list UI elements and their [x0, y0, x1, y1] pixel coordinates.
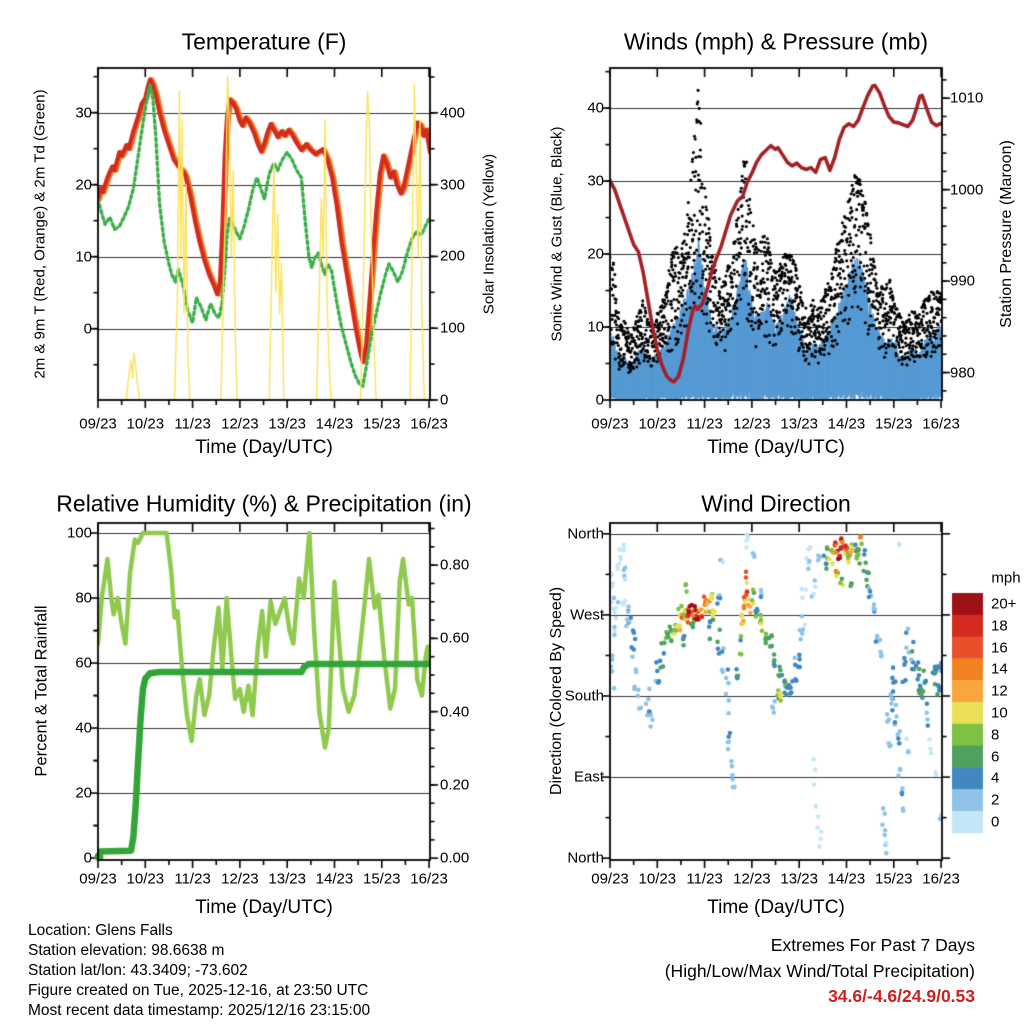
x-tick-label: 14/23	[315, 870, 354, 888]
humidity-ylabel-left: Percent & Total Rainfall	[32, 605, 51, 777]
x-tick-label: 13/23	[268, 415, 306, 433]
y2-tick-label: 400	[440, 104, 466, 122]
colorbar-tick-label: 0	[991, 813, 1000, 831]
colorbar-tick-label: 2	[991, 791, 1000, 809]
y-tick-label: 30	[75, 104, 92, 122]
direction-tick-label: East	[573, 768, 604, 786]
x-tick-label: 11/23	[174, 415, 211, 433]
y-tick-label: 10	[75, 248, 92, 266]
humidity-precip-chart-title: Relative Humidity (%) & Precipitation (in)	[56, 490, 472, 517]
y2-tick-label: 0.60	[440, 629, 470, 647]
y-tick-label: 0	[83, 849, 92, 867]
y2-tick-label: 1000	[950, 181, 984, 199]
station-info-footer	[28, 921, 370, 1021]
x-tick-label: 14/23	[827, 415, 866, 433]
x-tick-label: 13/23	[780, 870, 818, 888]
y-tick-label: 100	[66, 524, 92, 542]
y-tick-label: 30	[587, 172, 604, 190]
colorbar-tick-label: 6	[991, 748, 1000, 765]
x-tick-label: 13/23	[780, 415, 818, 433]
x-tick-label: 15/23	[362, 415, 401, 433]
x-tick-label: 14/23	[315, 415, 354, 433]
y2-tick-label: 0	[440, 391, 449, 409]
y-tick-label: 40	[75, 719, 92, 737]
x-tick-label: 09/23	[79, 415, 117, 433]
winds-ylabel-left: Sonic Wind & Gust (Blue, Black)	[548, 126, 566, 342]
y-tick-label: 20	[75, 176, 92, 194]
y2-tick-label: 0.40	[440, 703, 470, 721]
y2-tick-label: 980	[950, 364, 976, 382]
x-tick-label: 09/23	[79, 870, 117, 888]
winds-ylabel-right: Station Pressure (Maroon)	[998, 140, 1015, 328]
data-timestamp: Most recent data timestamp: 2025/12/16 23:15:00	[28, 1001, 371, 1019]
humidity-xlabel: Time (Day/UTC)	[195, 897, 333, 918]
y2-tick-label: 100	[440, 319, 466, 337]
y2-tick-label: 200	[440, 247, 466, 265]
colorbar-tick-label: 8	[991, 726, 1000, 744]
station-location: Location: Glens Falls	[28, 922, 173, 939]
y-tick-label: 20	[587, 245, 604, 263]
colorbar-tick-label: 16	[991, 639, 1008, 656]
x-tick-label: 16/23	[410, 415, 448, 433]
x-tick-label: 15/23	[874, 415, 913, 433]
x-tick-label: 16/23	[410, 870, 448, 888]
y-tick-label: 80	[75, 589, 92, 607]
extremes-values: 34.6/-4.6/24.9/0.53	[828, 986, 975, 1006]
colorbar-tick-label: 10	[991, 704, 1008, 722]
winds-xlabel: Time (Day/UTC)	[707, 437, 845, 458]
y2-tick-label: 1010	[950, 89, 984, 107]
colorbar-tick-label: 14	[991, 660, 1008, 678]
x-tick-label: 15/23	[874, 870, 913, 888]
x-tick-label: 15/23	[362, 870, 401, 888]
y2-tick-label: 990	[950, 272, 976, 290]
direction-tick-label: North	[567, 525, 604, 543]
y2-tick-label: 0.80	[440, 556, 470, 574]
x-tick-label: 09/23	[591, 415, 629, 433]
x-tick-label: 11/23	[686, 870, 723, 888]
x-tick-label: 12/23	[221, 870, 259, 888]
extremes-block	[545, 933, 975, 1010]
y2-tick-label: 0.00	[440, 849, 470, 867]
x-tick-label: 10/23	[638, 415, 677, 433]
colorbar-tick-label: 4	[991, 769, 1000, 787]
y2-tick-label: 0.20	[440, 776, 470, 794]
y-tick-label: 60	[75, 654, 92, 672]
direction-tick-label: North	[567, 849, 604, 867]
station-elevation: Station elevation: 98.6638 m	[28, 941, 225, 959]
y-tick-label: 20	[75, 784, 92, 802]
y-tick-label: 10	[587, 318, 604, 336]
y-tick-label: 40	[587, 99, 604, 117]
figure-created: Figure created on Tue, 2025-12-16, at 23:50 UTC	[28, 981, 369, 999]
y-tick-label: 0	[83, 320, 92, 338]
x-tick-label: 09/23	[591, 870, 629, 888]
x-tick-label: 12/23	[221, 415, 259, 433]
direction-tick-label: West	[570, 606, 604, 624]
x-tick-label: 10/23	[638, 870, 677, 888]
colorbar-tick-label: 12	[991, 682, 1008, 700]
x-tick-label: 12/23	[733, 870, 771, 888]
direction-tick-label: South	[564, 687, 604, 705]
x-tick-label: 16/23	[922, 415, 960, 433]
x-tick-label: 10/23	[126, 870, 165, 888]
temperature-chart-title: Temperature (F)	[181, 28, 347, 55]
temperature-ylabel-left: 2m & 9m T (Red, Orange) & 2m Td (Green)	[31, 89, 49, 379]
colorbar-tick-label: 18	[991, 617, 1008, 635]
extremes-subtitle: (High/Low/Max Wind/Total Precipitation)	[664, 960, 975, 981]
temperature-ylabel-right: Solar Insolation (Yellow)	[480, 153, 498, 315]
x-tick-label: 12/23	[733, 415, 771, 433]
temperature-xlabel: Time (Day/UTC)	[195, 437, 333, 458]
x-tick-label: 11/23	[686, 415, 723, 433]
extremes-title: Extremes For Past 7 Days	[770, 935, 975, 955]
colorbar-tick-label: 20+	[991, 595, 1017, 613]
wind-direction-ylabel-left: Direction (Colored By Speed)	[548, 586, 565, 796]
x-tick-label: 16/23	[922, 870, 960, 888]
x-tick-label: 14/23	[827, 870, 866, 888]
wind-direction-chart-title: Wind Direction	[701, 490, 851, 517]
wind-direction-xlabel: Time (Day/UTC)	[707, 897, 845, 918]
x-tick-label: 11/23	[174, 870, 211, 888]
y2-tick-label: 300	[440, 176, 466, 194]
x-tick-label: 13/23	[268, 870, 306, 888]
colorbar-title: mph	[991, 569, 1021, 587]
x-tick-label: 10/23	[126, 415, 165, 433]
winds-pressure-chart-title: Winds (mph) & Pressure (mb)	[623, 28, 929, 55]
y-tick-label: 0	[595, 391, 604, 409]
station-latlon: Station lat/lon: 43.3409; -73.602	[28, 961, 248, 979]
